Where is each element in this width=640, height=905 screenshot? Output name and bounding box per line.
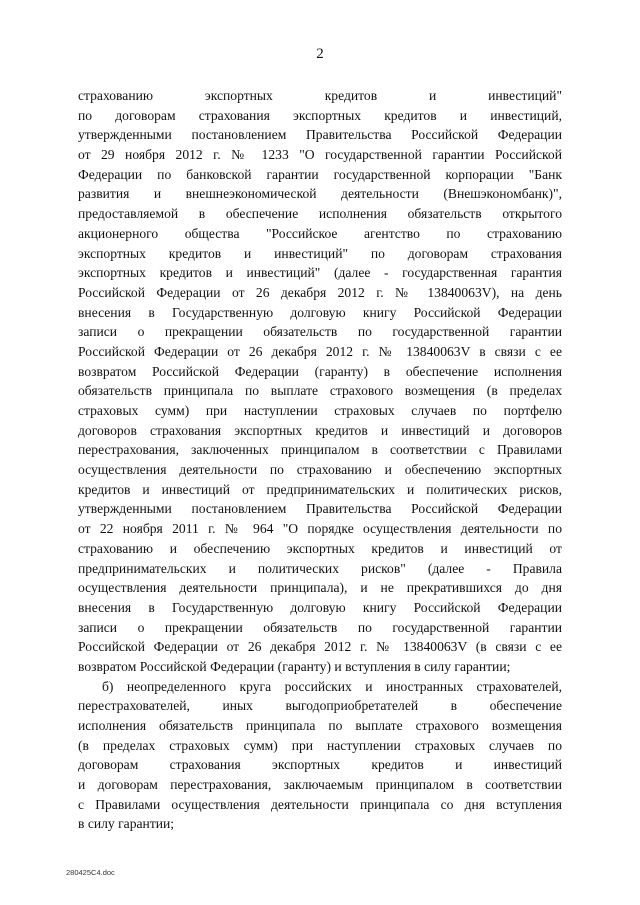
text-line: договорам страхования экспортных кредитов и инвестиций (78, 757, 562, 773)
text-line: экспортных кредитов и инвестиций" по договорам страхования (78, 245, 562, 261)
text-line: возвратом Российской Федерации (гаранту) в обеспечение исполнения (78, 363, 562, 379)
text-line: страхованию и обеспечению экспортных кредитов и инвестиций от (78, 540, 562, 556)
text-line: обязательств принципала по выплате страхового возмещения (в пределах (78, 383, 562, 399)
text-line: исполнения обязательств принципала по выплате страхового возмещения (78, 718, 562, 733)
text-line: Российской Федерации от 26 декабря 2012 г. № 13840063V в связи с ее (78, 343, 562, 359)
text-line: перестрахователей, иных выгодоприобретателей в обеспечение (78, 698, 562, 714)
text-line: договоров страхования экспортных кредитов и инвестиций и договоров (78, 422, 562, 438)
text-line: страхованию экспортных кредитов и инвестиций" (78, 88, 562, 103)
text-line: перестрахования, заключенных принципалом в соответствии с Правилами (78, 442, 562, 458)
text-line: Федерации по банковской гарантии государственной корпорации "Банк (78, 166, 562, 182)
text-line: (в пределах страховых сумм) при наступлении страховых случаев по (78, 737, 562, 753)
text-line: от 22 ноября 2011 г. № 964 "О порядке осуществления деятельности по (78, 521, 562, 537)
file-name-footer: 280425С4.doc (66, 868, 115, 877)
text-line: осуществления деятельности принципала), и не прекратившихся до дня (78, 580, 562, 596)
text-line: осуществления деятельности по страхованию и обеспечению экспортных (78, 462, 562, 478)
text-line: утвержденными постановлением Правительства Российской Федерации (78, 127, 562, 143)
text-line: Российской Федерации от 26 декабря 2012 г. № 13840063V), на день (78, 284, 562, 300)
text-line: и договорам перестрахования, заключаемым принципалом в соответствии (78, 777, 562, 793)
text-line: предпринимательских и политических рисков" (далее - Правила (78, 560, 562, 576)
text-line: акционерного общества "Российское агентство по страхованию (78, 225, 562, 241)
text-line: развития и внешнеэкономической деятельности (Внешэкономбанк)", (78, 186, 562, 202)
text-line: страховых сумм) при наступлении страховых случаев по портфелю (78, 403, 562, 418)
text-line: внесения в Государственную долговую книгу Российской Федерации (78, 304, 562, 320)
page-number: 2 (316, 46, 324, 62)
text-line: в силу гарантии; (78, 816, 175, 832)
text-line: внесения в Государственную долговую книгу Российской Федерации (78, 599, 562, 615)
text-line: предоставляемой в обеспечение исполнения обязательств открытого (78, 206, 562, 222)
text-line: по договорам страхования экспортных кредитов и инвестиций, (78, 107, 562, 123)
document-body (78, 86, 562, 834)
text-line: б) неопределенного круга российских и иностранных страхователей, (102, 678, 562, 694)
text-line: возвратом Российской Федерации (гаранту) и вступления в силу гарантии; (78, 658, 511, 674)
text-line: экспортных кредитов и инвестиций" (далее - государственная гарантия (78, 265, 562, 281)
text-line: Российской Федерации от 26 декабря 2012 г. № 13840063V (в связи с ее (78, 639, 562, 655)
text-line: от 29 ноября 2012 г. № 1233 "О государственной гарантии Российской (78, 147, 562, 163)
text-line: кредитов и инвестиций от предпринимательских и политических рисков, (78, 481, 562, 497)
paragraph-item-b (78, 677, 562, 835)
text-line: с Правилами осуществления деятельности принципала со дня вступления (78, 796, 562, 812)
text-line: утвержденными постановлением Правительства Российской Федерации (78, 501, 562, 517)
text-line: записи о прекращении обязательств по государственной гарантии (78, 619, 562, 635)
text-line: записи о прекращении обязательств по государственной гарантии (78, 324, 562, 340)
paragraph-continuation (78, 86, 562, 677)
